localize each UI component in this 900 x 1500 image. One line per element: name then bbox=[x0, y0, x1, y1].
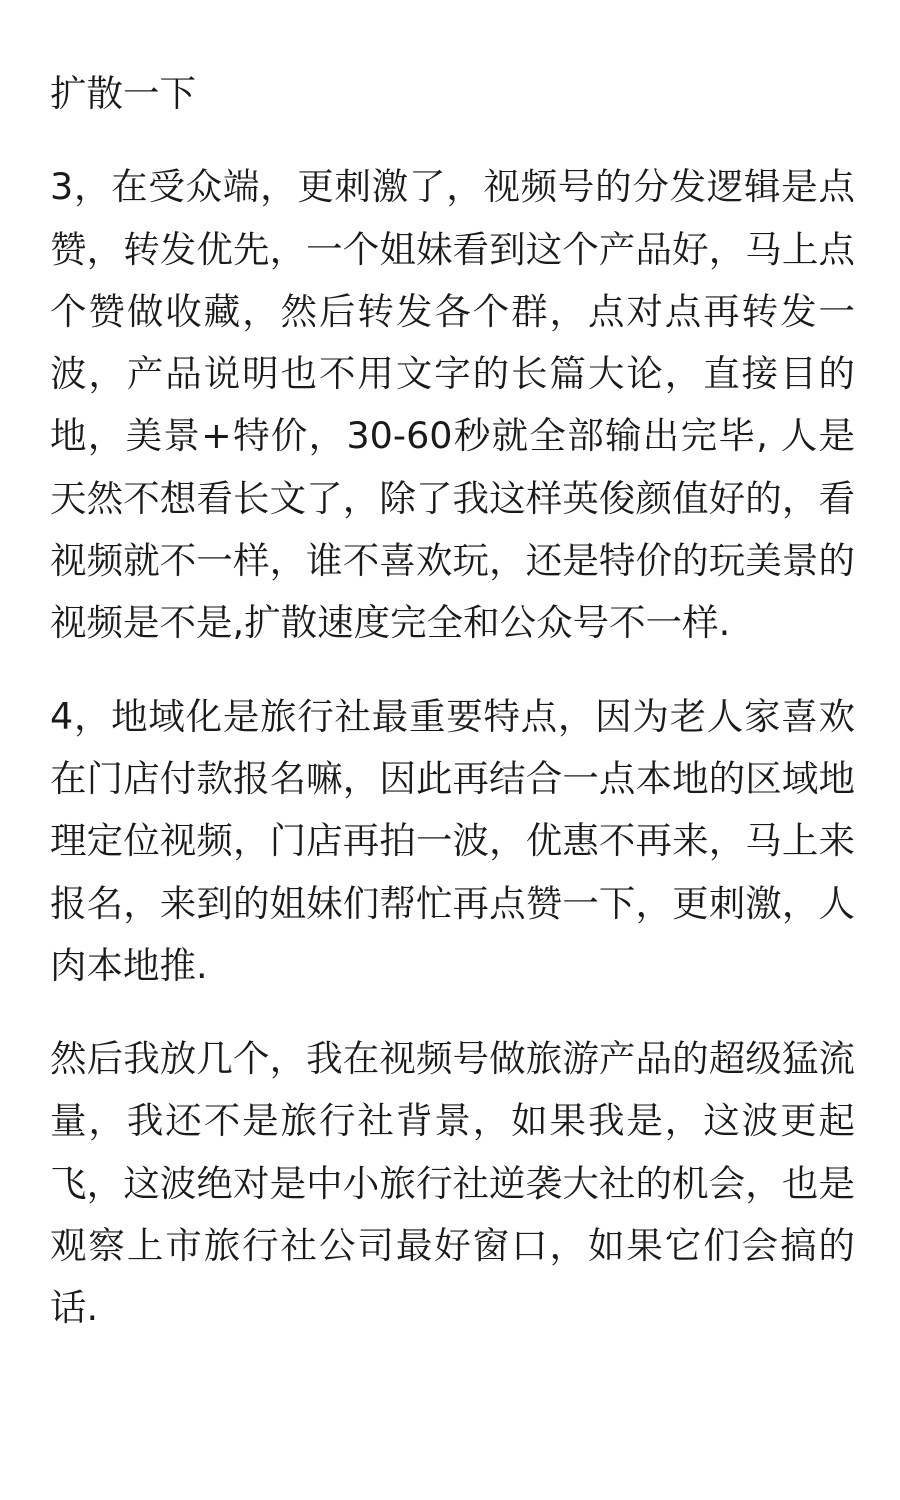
paragraph-conclusion: 然后我放几个，我在视频号做旅游产品的超级猛流量，我还不是旅行社背景，如果我是，这波更起飞，这波绝对是中小旅行社逆袭大社的机会，也是观察上市旅行社公司最好窗口，如果它们会搞的话. bbox=[50, 1037, 855, 1330]
paragraph-intro: 扩散一下 bbox=[50, 72, 196, 115]
article-body bbox=[50, 63, 855, 1371]
paragraph-point-3: 3，在受众端，更刺激了，视频号的分发逻辑是点赞，转发优先，一个姐妹看到这个产品好，马上点个赞做收藏，然后转发各个群，点对点再转发一波，产品说明也不用文字的长篇大论，直接目的地，美景+特价，30-60秒就全部输出完毕, 人是天然不想看长文了，除了我这样英俊颜值好的，看视频就不一样，谁不喜欢玩，还是特价的玩美景的视频是不是,扩散速度完全和公众号不一样. bbox=[50, 165, 855, 645]
paragraph-point-4: 4，地域化是旅行社最重要特点，因为老人家喜欢在门店付款报名嘛，因此再结合一点本地的区域地理定位视频，门店再拍一波，优惠不再来，马上来报名，来到的姐妹们帮忙再点赞一下，更刺激，人肉本地推. bbox=[50, 694, 855, 987]
